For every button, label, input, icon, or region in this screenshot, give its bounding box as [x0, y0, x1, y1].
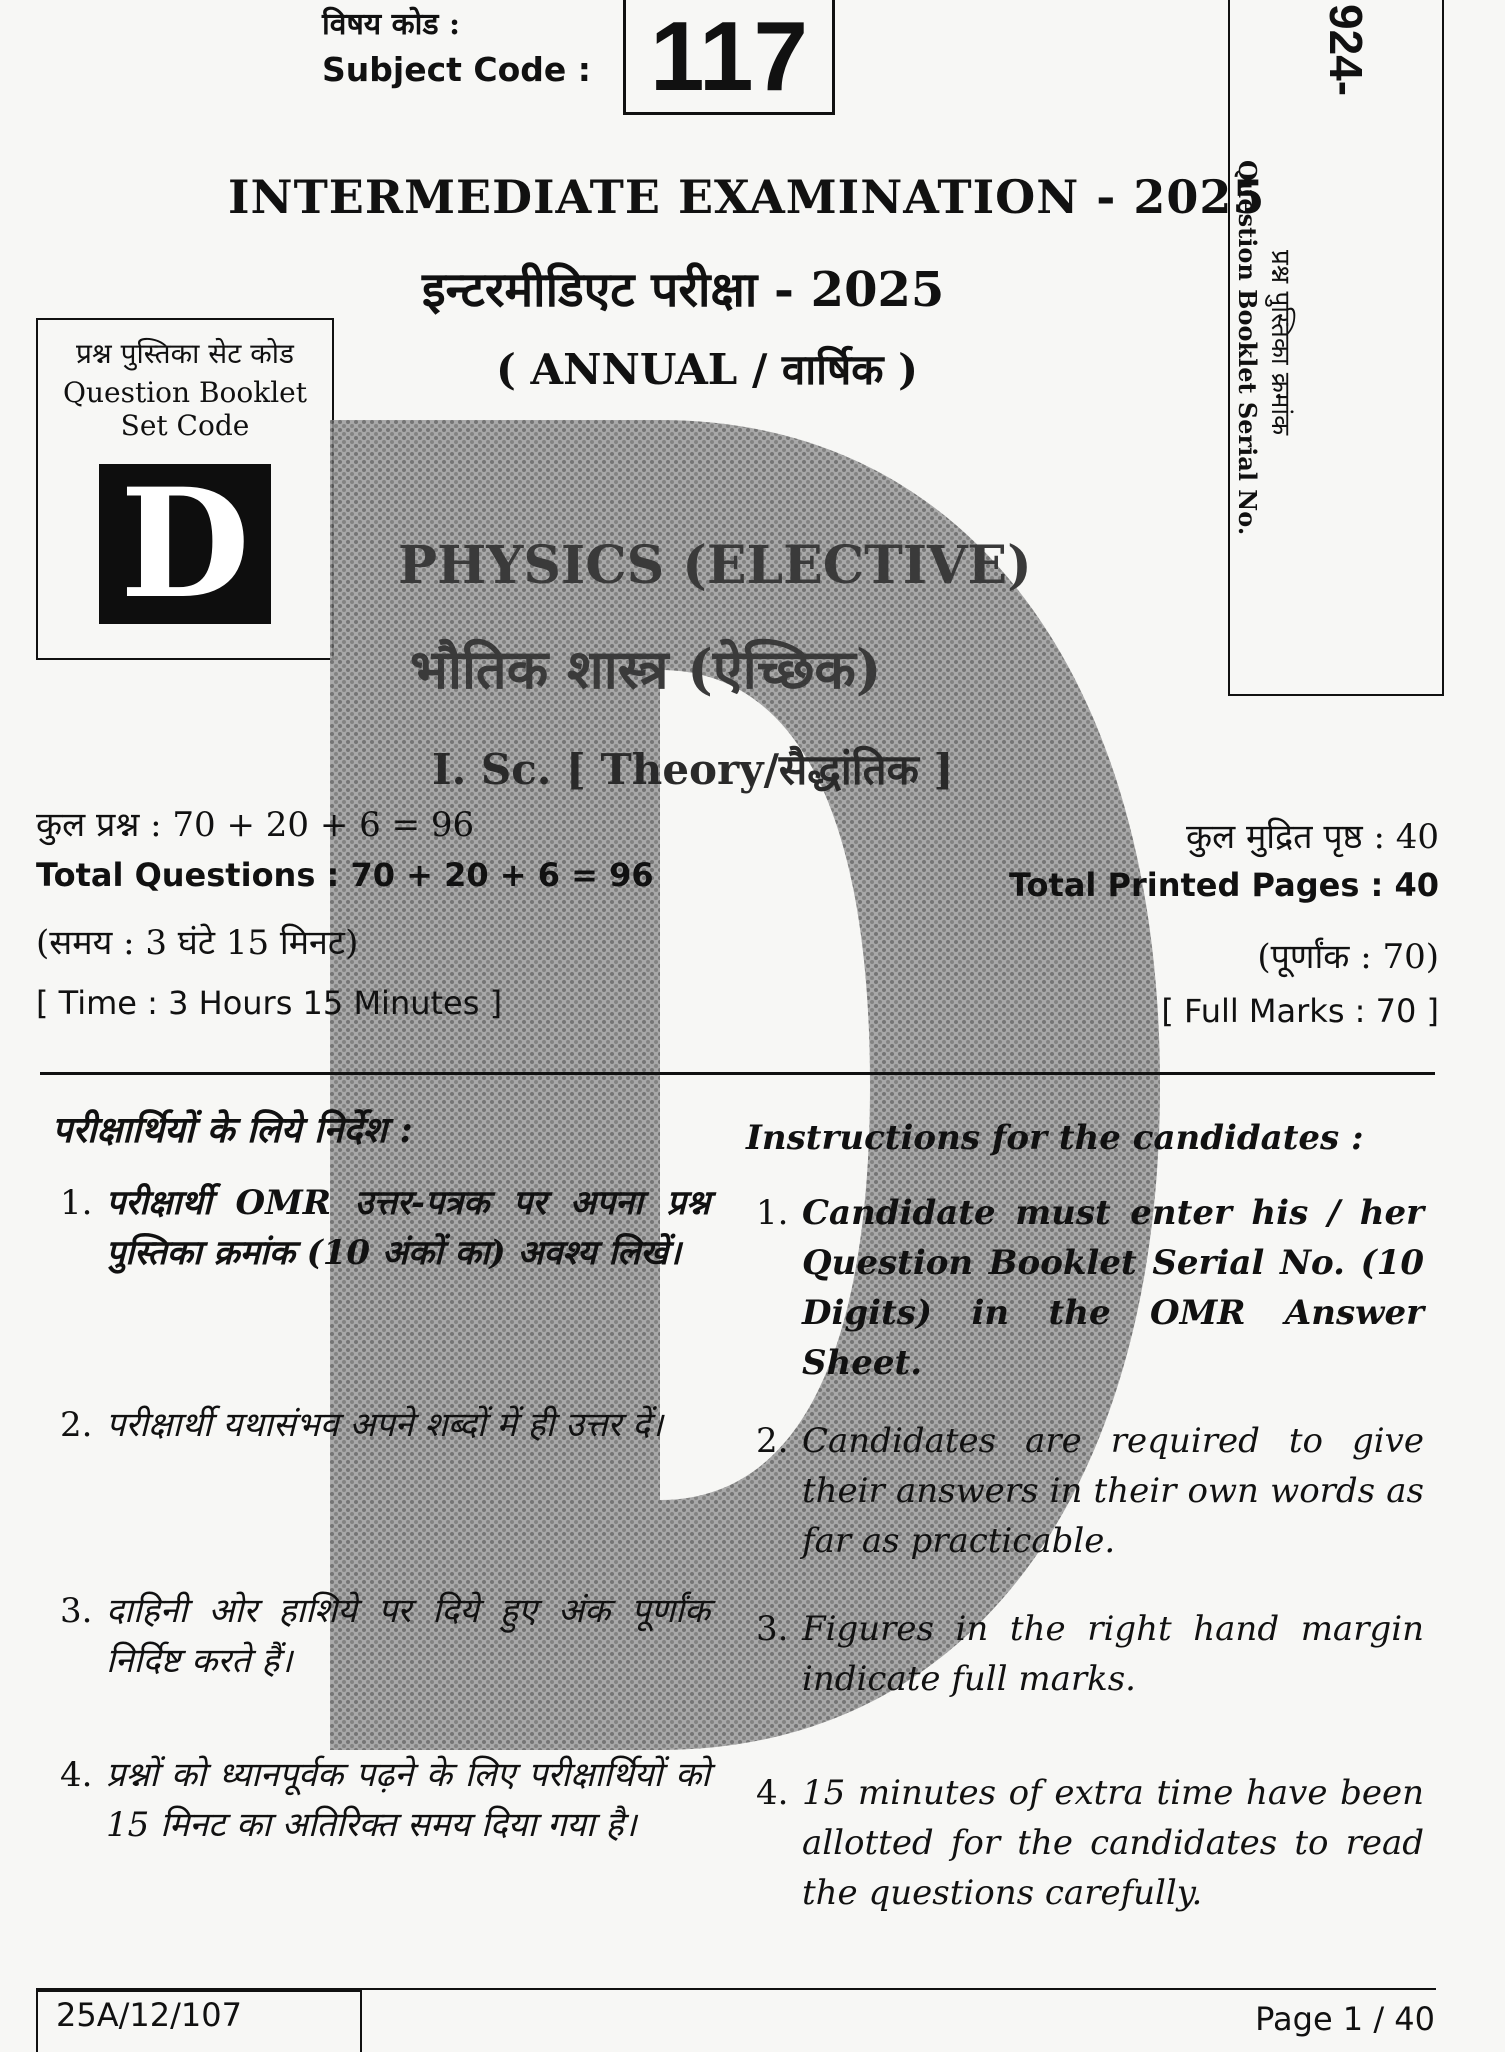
divider — [40, 1072, 1435, 1075]
subject-code-box: 117 — [623, 0, 835, 115]
subject-code-label-hindi: विषय कोड : — [322, 7, 461, 42]
full-marks-hindi: (पूर्णांक : 70) — [1257, 937, 1439, 977]
instruction-number: 2. — [756, 1421, 789, 1461]
instruction-text: परीक्षार्थी यथासंभव अपने शब्दों में ही उत्तर दें। — [106, 1405, 664, 1445]
subject-name-english: PHYSICS (ELECTIVE) — [398, 535, 1032, 596]
instruction-text: दाहिनी ओर हाशिये पर दिये हुए अंक पूर्णांक निर्दिष्ट करते हैं। — [106, 1591, 710, 1681]
instruction-english-4 — [756, 1768, 1424, 1918]
instructions-heading-hindi: परीक्षार्थियों के लिये निर्देश : — [52, 1109, 413, 1151]
instruction-text: 15 minutes of extra time have been allotted for the candidates to read the questions carefully. — [802, 1773, 1424, 1913]
set-code-box — [36, 318, 334, 660]
instruction-text: परीक्षार्थी OMR उत्तर-पत्रक पर अपना प्रश्न पुस्तिका क्रमांक (10 अंकों का) अवश्य लिखें। — [106, 1183, 710, 1273]
instruction-text: Candidates are required to give their answers in their own words as far as practicable. — [802, 1421, 1424, 1561]
set-code-label-english-1: Question Booklet — [63, 376, 307, 409]
instruction-number: 1. — [756, 1193, 789, 1233]
exam-type: ( ANNUAL / वार्षिक ) — [496, 345, 919, 394]
instructions-heading-english: Instructions for the candidates : — [746, 1118, 1364, 1158]
set-code-label-english-2: Set Code — [120, 409, 250, 442]
set-code-label-hindi: प्रश्न पुस्तिका सेट कोड — [76, 337, 294, 370]
exam-title-hindi: इन्टरमीडिएट परीक्षा - 2025 — [422, 262, 945, 318]
instruction-number: 4. — [756, 1773, 789, 1813]
course-name: I. Sc. [ Theory/सैद्धांतिक ] — [432, 745, 954, 794]
instruction-english-3 — [756, 1604, 1424, 1704]
instruction-number: 4. — [60, 1755, 93, 1795]
subject-name-hindi: भौतिक शास्त्र (ऐच्छिक) — [410, 637, 882, 701]
instruction-hindi-3 — [60, 1586, 710, 1686]
instruction-english-2 — [756, 1416, 1424, 1566]
time-hindi: (समय : 3 घंटे 15 मिनट) — [36, 923, 359, 963]
printed-pages-english: Total Printed Pages : 40 — [1008, 866, 1439, 904]
set-code-letter: D — [99, 464, 271, 624]
exam-title-english: INTERMEDIATE EXAMINATION - 2025 — [228, 170, 1266, 224]
page-number: Page 1 / 40 — [1255, 2000, 1435, 2038]
printed-pages-hindi: कुल मुद्रित पृष्ठ : 40 — [1185, 817, 1439, 857]
full-marks-english: [ Full Marks : 70 ] — [1161, 992, 1439, 1030]
instruction-hindi-4 — [60, 1750, 710, 1850]
instruction-text: Candidate must enter his / her Question Booklet Serial No. (10 Digits) in the OMR Answer Sheet. — [802, 1193, 1424, 1383]
instruction-number: 2. — [60, 1405, 93, 1445]
instruction-number: 1. — [60, 1183, 93, 1223]
instruction-number: 3. — [756, 1609, 789, 1649]
serial-label-english: Question Booklet Serial No. — [1233, 160, 1262, 536]
paper-code: 25A/12/107 — [36, 1990, 362, 2052]
time-english: [ Time : 3 Hours 15 Minutes ] — [36, 984, 503, 1022]
instruction-number: 3. — [60, 1591, 93, 1631]
instruction-text: Figures in the right hand margin indicate full marks. — [802, 1609, 1424, 1699]
serial-label-hindi: प्रश्न पुस्तिका क्रमांक — [1265, 250, 1295, 436]
instruction-english-1 — [756, 1188, 1424, 1388]
total-questions-hindi: कुल प्रश्न : 70 + 20 + 6 = 96 — [36, 805, 475, 845]
subject-code-label: Subject Code : — [322, 50, 591, 89]
instruction-hindi-1 — [60, 1178, 710, 1278]
total-questions-english: Total Questions : 70 + 20 + 6 = 96 — [36, 856, 654, 894]
instruction-text: प्रश्नों को ध्यानपूर्वक पढ़ने के लिए परीक्षार्थियों को 15 मिनट का अतिरिक्त समय दिया गया है। — [106, 1755, 710, 1845]
serial-number: 924- — [1320, 4, 1372, 97]
instruction-hindi-2 — [60, 1400, 710, 1450]
